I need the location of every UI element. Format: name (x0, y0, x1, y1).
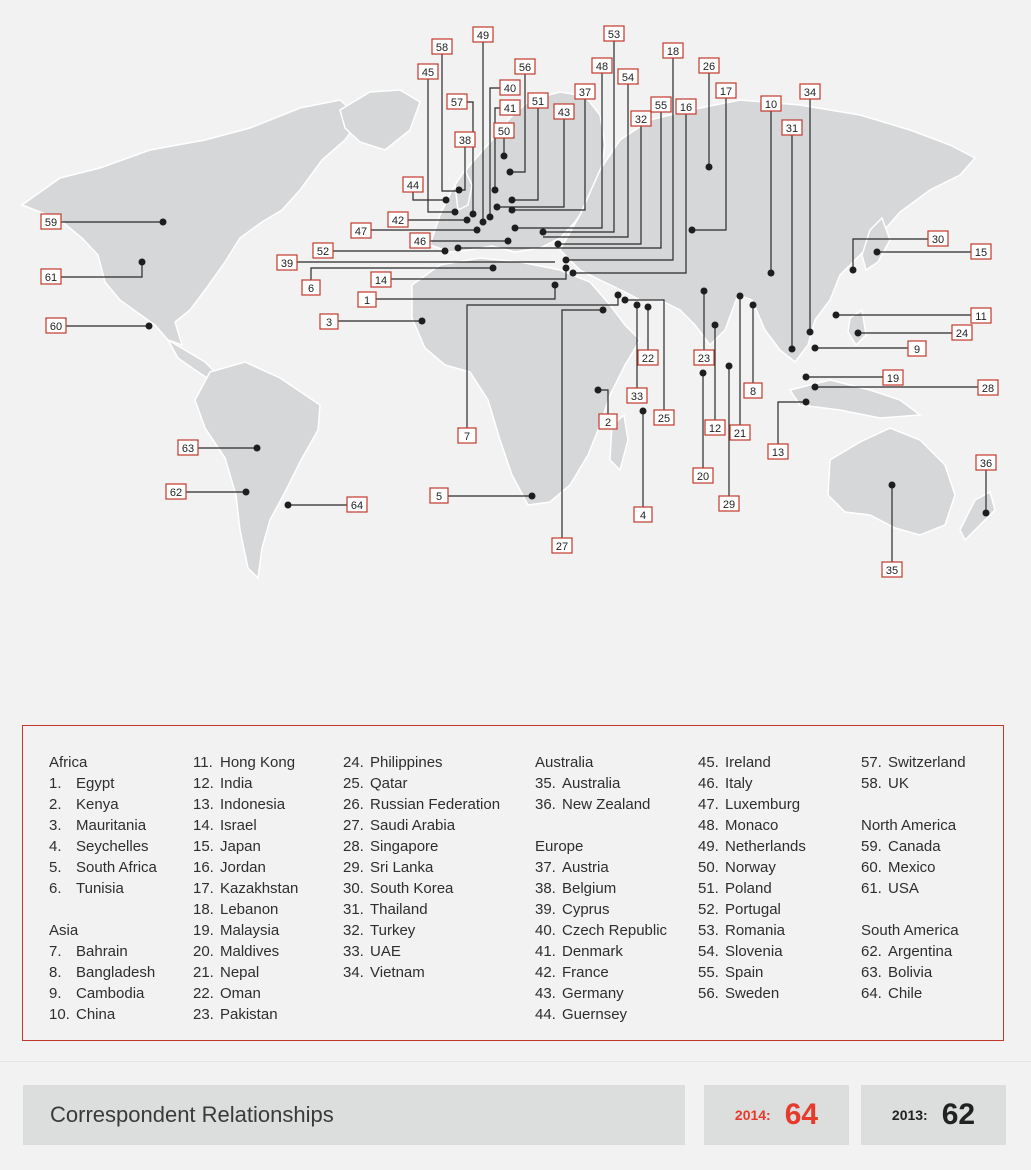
legend-entry: 15. Japan (193, 838, 261, 855)
central-america-landmass (168, 340, 215, 380)
svg-text:15: 15 (974, 247, 988, 259)
legend-entry: 42. France (535, 964, 609, 981)
marker-26 (699, 58, 719, 73)
dot-17 (689, 227, 696, 234)
legend-entry: 52. Portugal (698, 901, 781, 918)
footer-title-box (23, 1085, 685, 1145)
marker-39 (277, 255, 297, 270)
africa-landmass (412, 258, 640, 505)
marker-22 (638, 350, 658, 365)
dot-7 (615, 292, 622, 299)
svg-text:43: 43 (557, 107, 571, 119)
marker-10 (761, 96, 781, 111)
dot-16 (570, 270, 577, 277)
svg-text:56: 56 (518, 62, 532, 74)
svg-text:35: 35 (885, 565, 899, 577)
legend-group-south-america (861, 920, 966, 1004)
legend-entry: 48. Monaco (698, 817, 779, 834)
dot-47 (474, 227, 481, 234)
dot-50 (501, 153, 508, 160)
svg-text:52: 52 (316, 246, 330, 258)
marker-34 (800, 84, 820, 99)
marker-46 (410, 233, 430, 248)
legend-group-asia-cont-2 (343, 752, 500, 983)
svg-text:51: 51 (531, 96, 545, 108)
marker-5 (430, 488, 448, 503)
svg-text:59: 59 (44, 217, 58, 229)
legend-group-title: South America (861, 922, 959, 939)
legend-entry: 51. Poland (698, 880, 772, 897)
dot-12 (712, 322, 719, 329)
marker-21 (730, 425, 750, 440)
svg-text:20: 20 (696, 471, 710, 483)
marker-59 (41, 214, 61, 229)
marker-31 (782, 120, 802, 135)
svg-text:28: 28 (981, 383, 995, 395)
legend-entry: 26. Russian Federation (343, 796, 501, 813)
legend-column-1 (49, 752, 157, 1046)
marker-24 (952, 325, 972, 340)
legend-entry: 64. Chile (861, 985, 923, 1002)
svg-text:8: 8 (749, 386, 757, 398)
marker-1 (358, 292, 376, 307)
marker-16 (676, 99, 696, 114)
svg-text:62: 62 (169, 487, 183, 499)
dot-42 (464, 217, 471, 224)
dot-49 (480, 219, 487, 226)
marker-50 (494, 123, 514, 138)
legend-group-europe-cont-2 (861, 752, 966, 794)
legend-entry: 43. Germany (535, 985, 624, 1002)
svg-text:24: 24 (955, 328, 969, 340)
marker-4 (634, 507, 652, 522)
legend-group-australia (535, 752, 667, 815)
legend-entry: 58. UK (861, 775, 909, 792)
marker-36 (976, 455, 996, 470)
dot-10 (768, 270, 775, 277)
dot-63 (254, 445, 261, 452)
svg-text:53: 53 (607, 29, 621, 41)
marker-28 (978, 380, 998, 395)
legend-group-title: Africa (49, 754, 88, 771)
dot-38 (456, 187, 463, 194)
svg-text:12: 12 (708, 423, 722, 435)
marker-30 (928, 231, 948, 246)
dot-21 (737, 293, 744, 300)
svg-text:41: 41 (503, 103, 517, 115)
svg-text:45: 45 (421, 67, 435, 79)
legend-entry: 18. Lebanon (193, 901, 279, 918)
marker-62 (166, 484, 186, 499)
svg-text:33: 33 (630, 391, 644, 403)
legend-group-europe (535, 836, 667, 1025)
legend-group-title: Australia (535, 754, 594, 771)
dot-19 (803, 374, 810, 381)
marker-60 (46, 318, 66, 333)
marker-63 (178, 440, 198, 455)
dot-30 (850, 267, 857, 274)
marker-2 (599, 414, 617, 429)
dot-52 (442, 248, 449, 255)
dot-34 (807, 329, 814, 336)
legend-column-2 (193, 752, 298, 1046)
svg-text:9: 9 (913, 344, 921, 356)
legend-entry: 5. South Africa (49, 859, 157, 876)
legend-group-title: Asia (49, 922, 79, 939)
svg-text:57: 57 (450, 97, 464, 109)
marker-38 (455, 132, 475, 147)
svg-text:10: 10 (764, 99, 778, 111)
legend-entry: 17. Kazakhstan (193, 880, 299, 897)
legend-entry: 60. Mexico (861, 859, 936, 876)
svg-text:2: 2 (604, 417, 612, 429)
marker-51 (528, 93, 548, 108)
svg-text:49: 49 (476, 30, 490, 42)
svg-text:19: 19 (886, 373, 900, 385)
svg-text:61: 61 (44, 272, 58, 284)
svg-text:18: 18 (666, 46, 680, 58)
legend-entry: 3. Mauritania (49, 817, 147, 834)
svg-text:5: 5 (435, 491, 443, 503)
svg-text:23: 23 (697, 353, 711, 365)
marker-58 (432, 39, 452, 54)
dot-33 (634, 302, 641, 309)
legend-entry: 59. Canada (861, 838, 941, 855)
svg-text:47: 47 (354, 226, 368, 238)
new-zealand-landmass (960, 492, 995, 540)
marker-17 (716, 83, 736, 98)
marker-32 (631, 111, 651, 126)
dot-24 (855, 330, 862, 337)
dot-4 (640, 408, 647, 415)
svg-text:30: 30 (931, 234, 945, 246)
marker-55 (651, 97, 671, 112)
marker-42 (388, 212, 408, 227)
dot-56 (507, 169, 514, 176)
legend-entry: 47. Luxemburg (698, 796, 801, 813)
svg-text:39: 39 (280, 258, 294, 270)
dot-36 (983, 510, 990, 517)
dot-15 (874, 249, 881, 256)
dot-5 (529, 493, 536, 500)
marker-27 (552, 538, 572, 553)
marker-33 (627, 388, 647, 403)
legend-entry: 45. Ireland (698, 754, 771, 771)
legend-entry: 22. Oman (193, 985, 261, 1002)
dot-13 (803, 399, 810, 406)
legend-entry: 63. Bolivia (861, 964, 933, 981)
dot-60 (146, 323, 153, 330)
dot-53 (540, 229, 547, 236)
dot-14 (563, 265, 570, 272)
svg-text:64: 64 (350, 500, 364, 512)
marker-37 (575, 84, 595, 99)
marker-23 (694, 350, 714, 365)
marker-29 (719, 496, 739, 511)
dot-45 (452, 209, 459, 216)
dot-64 (285, 502, 292, 509)
svg-text:37: 37 (578, 87, 592, 99)
legend-entry: 24. Philippines (343, 754, 443, 771)
marker-54 (618, 69, 638, 84)
dot-44 (443, 197, 450, 204)
greenland-landmass (340, 90, 420, 150)
marker-61 (41, 269, 61, 284)
dot-23 (701, 288, 708, 295)
svg-text:29: 29 (722, 499, 736, 511)
dot-6 (490, 265, 497, 272)
marker-12 (705, 420, 725, 435)
legend-entry: 29. Sri Lanka (343, 859, 434, 876)
dot-41 (492, 187, 499, 194)
svg-text:44: 44 (406, 180, 420, 192)
dot-29 (726, 363, 733, 370)
legend-entry: 49. Netherlands (698, 838, 806, 855)
svg-text:32: 32 (634, 114, 648, 126)
legend-entry: 54. Slovenia (698, 943, 783, 960)
stat-box-2014 (704, 1085, 849, 1145)
legend-entry: 36. New Zealand (535, 796, 651, 813)
legend-entry: 28. Singapore (343, 838, 439, 855)
marker-15 (971, 244, 991, 259)
svg-text:4: 4 (639, 510, 647, 522)
legend-entry: 23. Pakistan (193, 1006, 278, 1023)
marker-52 (313, 243, 333, 258)
marker-20 (693, 468, 713, 483)
legend-group-africa (49, 752, 157, 899)
dot-18 (563, 257, 570, 264)
svg-text:7: 7 (463, 431, 471, 443)
svg-text:42: 42 (391, 215, 405, 227)
legend-column-6 (861, 752, 966, 1025)
marker-48 (592, 58, 612, 73)
stat-box-2013 (861, 1085, 1006, 1145)
legend-entry: 50. Norway (698, 859, 776, 876)
marker-11 (971, 308, 991, 323)
dot-46 (505, 238, 512, 245)
svg-text:48: 48 (595, 61, 609, 73)
dot-51 (509, 197, 516, 204)
marker-64 (347, 497, 367, 512)
legend-entry: 6. Tunisia (49, 880, 124, 897)
legend-entry: 20. Maldives (193, 943, 280, 960)
marker-14 (371, 272, 391, 287)
svg-text:63: 63 (181, 443, 195, 455)
legend-entry: 31. Thailand (343, 901, 428, 918)
legend-entry: 38. Belgium (535, 880, 617, 897)
svg-text:1: 1 (363, 295, 371, 307)
dot-28 (812, 384, 819, 391)
svg-text:17: 17 (719, 86, 733, 98)
dot-27 (600, 307, 607, 314)
legend-column-3 (343, 752, 500, 1004)
svg-text:22: 22 (641, 353, 655, 365)
marker-45 (418, 64, 438, 79)
legend-entry: 12. India (193, 775, 253, 792)
svg-text:31: 31 (785, 123, 799, 135)
dot-62 (243, 489, 250, 496)
dot-57 (470, 211, 477, 218)
country-legend (22, 725, 1004, 1041)
dot-48 (512, 225, 519, 232)
dot-25 (622, 297, 629, 304)
svg-text:26: 26 (702, 61, 716, 73)
dot-37 (509, 207, 516, 214)
dot-2 (595, 387, 602, 394)
marker-3 (320, 314, 338, 329)
svg-text:40: 40 (503, 83, 517, 95)
dot-31 (789, 346, 796, 353)
legend-entry: 37. Austria (535, 859, 609, 876)
legend-entry: 57. Switzerland (861, 754, 966, 771)
svg-text:50: 50 (497, 126, 511, 138)
legend-entry: 10. China (49, 1006, 116, 1023)
legend-entry: 34. Vietnam (343, 964, 425, 981)
legend-group-title: Europe (535, 838, 584, 855)
dot-26 (706, 164, 713, 171)
svg-text:14: 14 (374, 275, 388, 287)
dot-11 (833, 312, 840, 319)
dot-35 (889, 482, 896, 489)
legend-entry: 25. Qatar (343, 775, 408, 792)
leader-58 (442, 47, 459, 191)
marker-25 (654, 410, 674, 425)
dot-55 (455, 245, 462, 252)
svg-text:46: 46 (413, 236, 427, 248)
legend-entry: 11. Hong Kong (193, 754, 296, 771)
continents (22, 90, 995, 578)
stat-count: 64 (784, 1098, 819, 1131)
legend-entry: 33. UAE (343, 943, 401, 960)
legend-entry: 13. Indonesia (193, 796, 286, 813)
marker-18 (663, 43, 683, 58)
marker-44 (403, 177, 423, 192)
svg-text:13: 13 (771, 447, 785, 459)
legend-entry: 56. Sweden (698, 985, 780, 1002)
marker-47 (351, 223, 371, 238)
dot-22 (645, 304, 652, 311)
legend-column-5 (698, 752, 806, 1025)
marker-35 (882, 562, 902, 577)
legend-entry: 62. Argentina (861, 943, 953, 960)
legend-group-asia-cont (193, 752, 298, 1025)
legend-entry: 53. Romania (698, 922, 786, 939)
legend-entry: 8. Bangladesh (49, 964, 156, 981)
svg-text:36: 36 (979, 458, 993, 470)
svg-text:3: 3 (325, 317, 333, 329)
marker-41 (500, 100, 520, 115)
svg-text:21: 21 (733, 428, 747, 440)
svg-text:16: 16 (679, 102, 693, 114)
marker-13 (768, 444, 788, 459)
legend-entry: 14. Israel (193, 817, 257, 834)
svg-text:27: 27 (555, 541, 569, 553)
dot-8 (750, 302, 757, 309)
marker-49 (473, 27, 493, 42)
svg-text:55: 55 (654, 100, 668, 112)
marker-57 (447, 94, 467, 109)
legend-entry: 1. Egypt (49, 775, 115, 792)
marker-6 (302, 280, 320, 295)
legend-entry: 44. Guernsey (535, 1006, 628, 1023)
marker-53 (604, 26, 624, 41)
legend-entry: 2. Kenya (49, 796, 119, 813)
svg-text:11: 11 (975, 311, 987, 323)
legend-group-asia (49, 920, 157, 1025)
dot-32 (555, 241, 562, 248)
legend-entry: 27. Saudi Arabia (343, 817, 456, 834)
svg-text:58: 58 (435, 42, 449, 54)
legend-entry: 32. Turkey (343, 922, 416, 939)
legend-column-4 (535, 752, 667, 1046)
stat-count: 62 (941, 1098, 976, 1131)
svg-text:60: 60 (49, 321, 63, 333)
stat-year-label: 2013: (891, 1107, 928, 1123)
dot-61 (139, 259, 146, 266)
legend-entry: 41. Denmark (535, 943, 623, 960)
legend-group-europe-cont (698, 752, 806, 1004)
legend-group-title: North America (861, 817, 957, 834)
legend-entry: 9. Cambodia (49, 985, 145, 1002)
south-america-landmass (195, 362, 320, 578)
dot-3 (419, 318, 426, 325)
legend-entry: 55. Spain (698, 964, 764, 981)
dot-59 (160, 219, 167, 226)
legend-entry: 46. Italy (698, 775, 753, 792)
footer-title: Correspondent Relationships (50, 1102, 334, 1127)
legend-group-north-america (861, 815, 966, 899)
stat-year-label: 2014: (734, 1107, 771, 1123)
marker-9 (908, 341, 926, 356)
dot-40 (487, 214, 494, 221)
legend-entry: 21. Nepal (193, 964, 260, 981)
legend-entry: 39. Cyprus (535, 901, 610, 918)
dot-9 (812, 345, 819, 352)
marker-19 (883, 370, 903, 385)
legend-entry: 61. USA (861, 880, 919, 897)
dot-43 (494, 204, 501, 211)
marker-40 (500, 80, 520, 95)
legend-entry: 35. Australia (535, 775, 621, 792)
marker-7 (458, 428, 476, 443)
legend-entry: 30. South Korea (343, 880, 454, 897)
legend-entry: 19. Malaysia (193, 922, 280, 939)
dot-20 (700, 370, 707, 377)
marker-43 (554, 104, 574, 119)
svg-text:38: 38 (458, 135, 472, 147)
legend-entry: 16. Jordan (193, 859, 266, 876)
svg-text:25: 25 (657, 413, 671, 425)
dot-1 (552, 282, 559, 289)
svg-text:34: 34 (803, 87, 817, 99)
legend-entry: 7. Bahrain (49, 943, 128, 960)
legend-entry: 40. Czech Republic (535, 922, 668, 939)
svg-text:6: 6 (307, 283, 315, 295)
footer-bar (0, 1062, 1031, 1170)
svg-text:54: 54 (621, 72, 635, 84)
marker-8 (744, 383, 762, 398)
legend-entry: 4. Seychelles (49, 838, 149, 855)
marker-56 (515, 59, 535, 74)
southeast-asia-islands (790, 380, 920, 418)
